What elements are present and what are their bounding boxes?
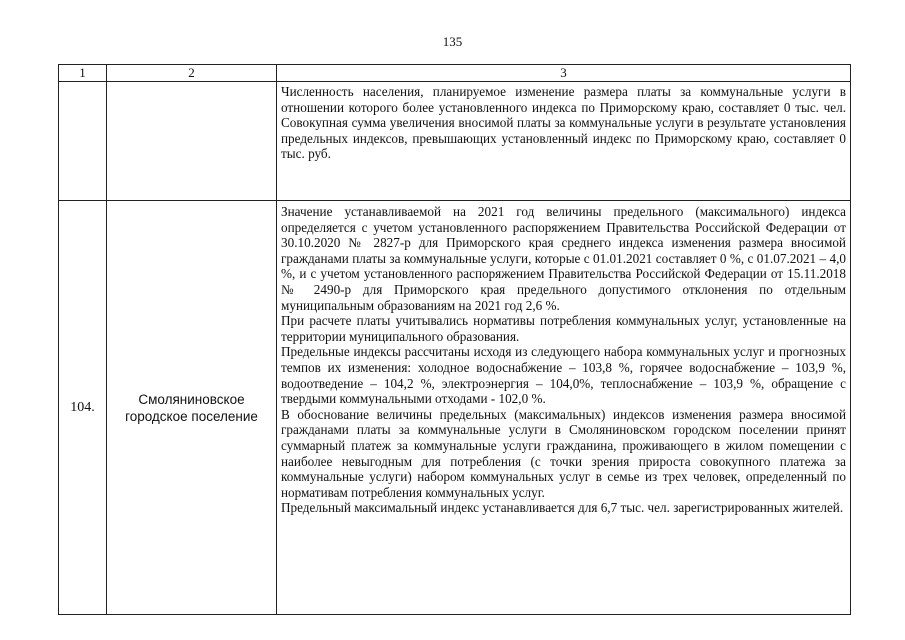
paragraph-norms: При расчете платы учитывались нормативы потребления коммунальных услуг, установленные на территории муниципального образования. — [281, 313, 846, 344]
description-cell — [277, 82, 851, 201]
paragraph-justification: В обоснование величины предельных (максимальных) индексов изменения размера вносимой гражданами платы за коммунальные услуги в Смоляниновском городском поселении принят суммарный платеж за коммунальные услуги гражданина, проживающего в жилом помещении с наиболее невыгодным для потребления (с точки зрения прироста совокупного платежа за коммунальные услуги) набором коммунальных услуг в семье из трех человек, определенный по нормативам потребления коммунальных услуг. — [281, 406, 846, 500]
municipality-name-cell — [107, 82, 277, 201]
row-number-cell — [59, 82, 107, 201]
paragraph-index-value: Значение устанавливаемой на 2021 год величины предельного (максимального) индекса определяется с учетом установленного распоряжением Правительства Российской Федерации от 30.10.2020 № 2827-р для Приморского края среднего индекса изменения размера вносимой гражданами платы за коммунальные услуги, которые с 01.01.2021 составляет 0 %, с 01.07.2021 – 4,0 %, и с учетом установленного распоряжением Правительства Российской Федерации от 15.11.2018 № 2490-р для Приморского края предельного допустимого отклонения по отдельным муниципальным образованиям на 2021 год 2,6 %. — [281, 204, 846, 313]
table-row-continuation — [59, 82, 851, 201]
description-cell — [277, 201, 851, 615]
table-row-104 — [59, 201, 851, 615]
table-header-row — [59, 65, 851, 82]
paragraph-population: Предельный максимальный индекс устанавливается для 6,7 тыс. чел. зарегистрированных жителей. — [281, 500, 844, 516]
municipality-name-cell: Смоляниновское городское поселение — [107, 201, 277, 615]
column-header-1: 1 — [59, 65, 107, 82]
column-header-3: 3 — [277, 65, 851, 82]
document-table — [58, 64, 851, 615]
page-number: 135 — [442, 34, 463, 49]
paragraph: Численность населения, планируемое изменение размера платы за коммунальные услуги в отношении которого более установленного индекса по Приморскому краю, составляет 0 тыс. чел. Совокупная сумма увеличения вносимой платы за коммунальные услуги в результате установления предельных индексов, превышающих установленный индекс по Приморскому краю, составляет 0 тыс. руб. — [281, 84, 846, 162]
column-header-2: 2 — [107, 65, 277, 82]
row-number-cell: 104. — [59, 201, 107, 615]
paragraph-services-set: Предельные индексы рассчитаны исходя из следующего набора коммунальных услуг и прогнозных темпов их изменения: холодное водоснабжение – 103,8 %, горячее водоснабжение – 103,9 %, водоотведение – 104,2 %, электроэнергия – 104,0%, теплоснабжение – 103,9 %, обращение с твердыми коммунальными отходами - 102,0 %. — [281, 344, 846, 407]
